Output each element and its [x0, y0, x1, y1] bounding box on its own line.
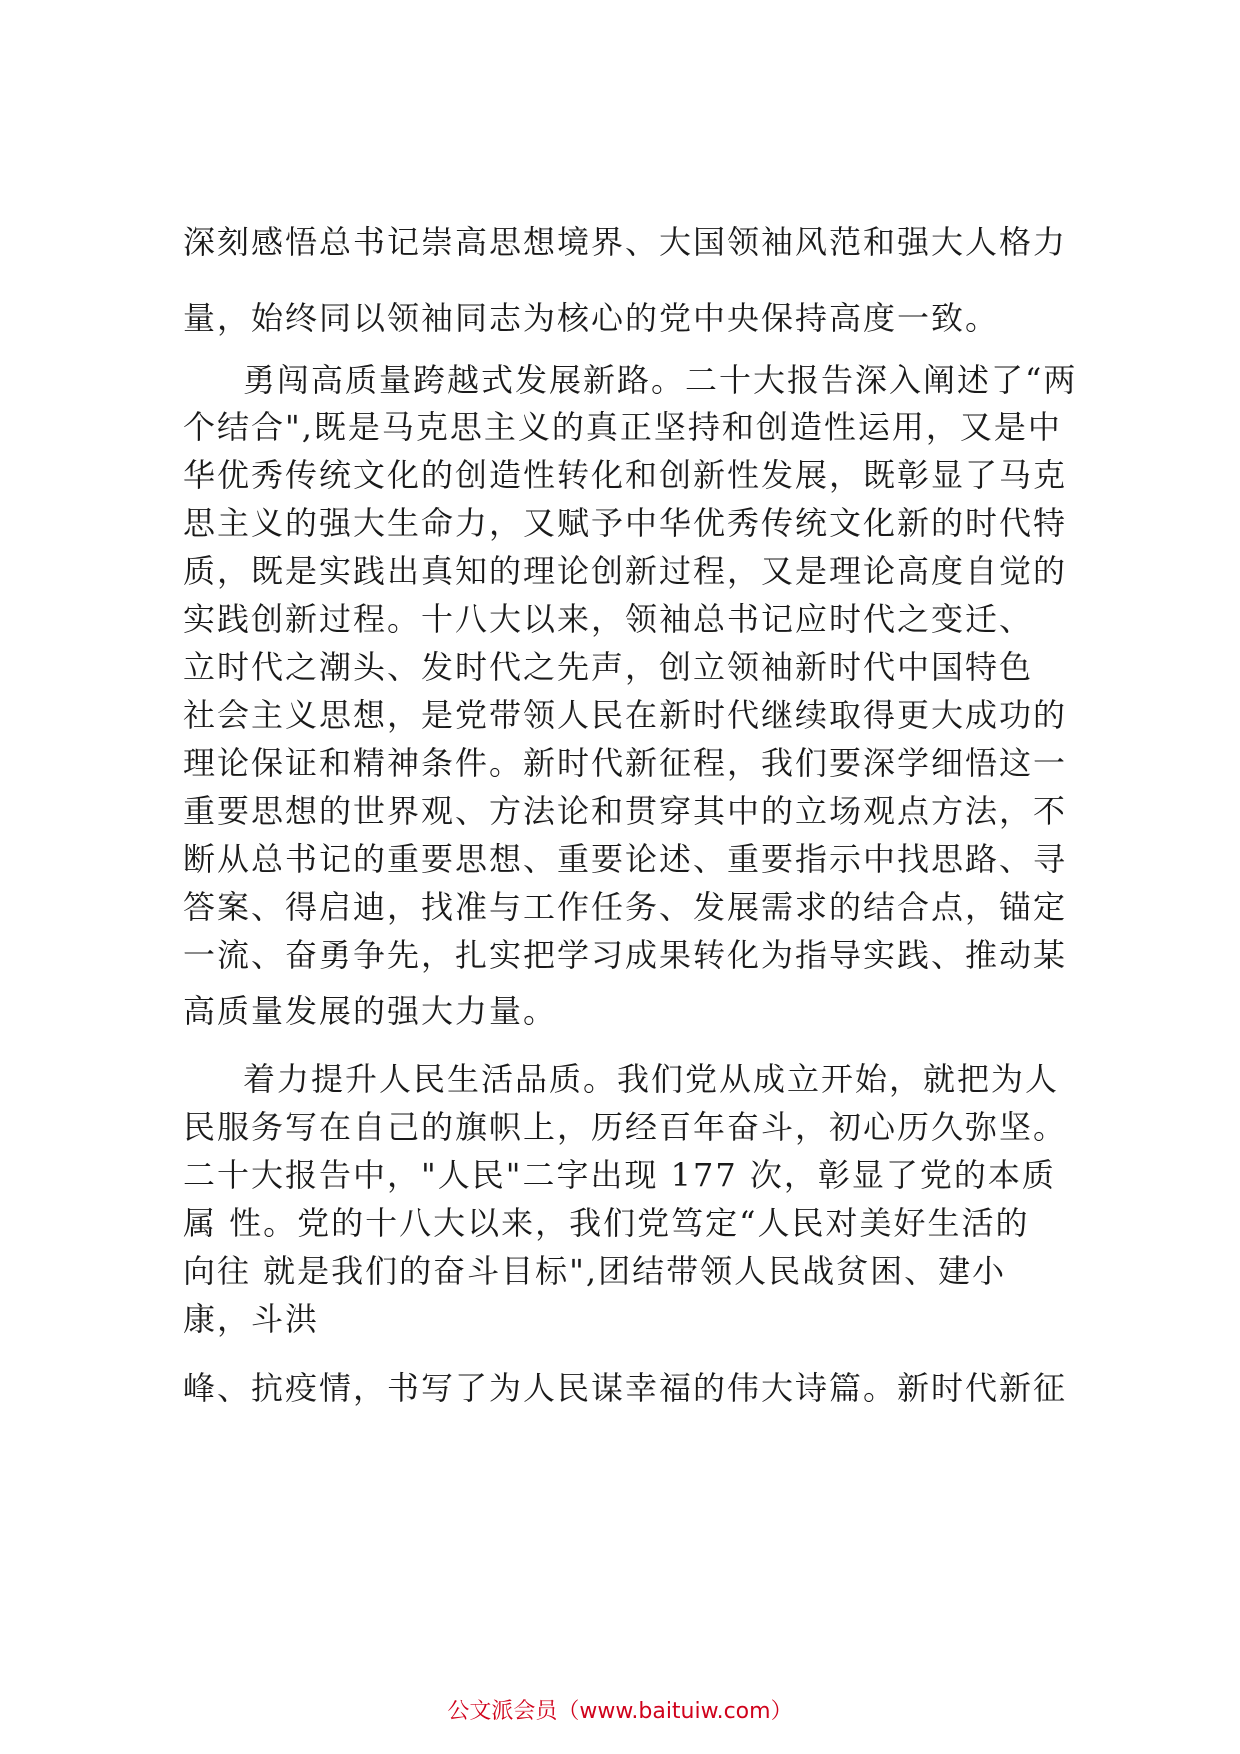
text-line: 民服务写在自己的旗帜上，历经百年奋斗，初心历久弥坚。 — [183, 1108, 1068, 1146]
text-line: 答案、得启迪，找准与工作任务、发展需求的结合点，锚定 — [183, 888, 1068, 926]
text-line: 个结合",既是马克思主义的真正坚持和创造性运用，又是中 — [183, 408, 1062, 446]
text-line: 华优秀传统文化的创造性转化和创新性发展，既彰显了马克 — [183, 456, 1068, 494]
text-line: 断从总书记的重要思想、重要论述、重要指示中找思路、寻 — [183, 840, 1068, 878]
text-line: 高质量发展的强大力量。 — [183, 992, 558, 1030]
text-line: 二十大报告中，"人民"二字出现 177 次，彰显了党的本质 — [183, 1156, 1056, 1194]
text-line: 一流、奋勇争先，扎实把学习成果转化为指导实践、推动某 — [183, 936, 1068, 974]
text-line: 立时代之潮头、发时代之先声，创立领袖新时代中国特色 — [183, 648, 1034, 686]
text-line: 向往 就是我们的奋斗目标",团结带领人民战贫困、建小 — [183, 1252, 1007, 1290]
text-line: 重要思想的世界观、方法论和贯穿其中的立场观点方法，不 — [183, 792, 1068, 830]
text-line: 峰、抗疫情，书写了为人民谋幸福的伟大诗篇。新时代新征 — [183, 1369, 1068, 1407]
text-line: 质，既是实践出真知的理论创新过程，又是理论高度自觉的 — [183, 552, 1068, 590]
paragraph-first-line: 着力提升人民生活品质。我们党从成立开始，就把为人 — [243, 1060, 1060, 1098]
text-line: 实践创新过程。十八大以来，领袖总书记应时代之变迁、 — [183, 600, 1034, 638]
text-line: 属 性。党的十八大以来，我们党笃定“人民对美好生活的 — [183, 1204, 1030, 1242]
text-line: 量，始终同以领袖同志为核心的党中央保持高度一致。 — [183, 299, 1000, 337]
footer-watermark: 公文派会员（www.baituiw.com） — [447, 1699, 793, 1724]
paragraph-first-line: 勇闯高质量跨越式发展新路。二十大报告深入阐述了“两 — [243, 361, 1078, 399]
text-line: 思主义的强大生命力，又赋予中华优秀传统文化新的时代特 — [183, 504, 1068, 542]
text-line: 理论保证和精神条件。新时代新征程，我们要深学细悟这一 — [183, 744, 1068, 782]
text-line: 康，斗洪 — [183, 1300, 320, 1338]
text-line: 深刻感悟总书记崇高思想境界、大国领袖风范和强大人格力 — [183, 223, 1068, 261]
text-line: 社会主义思想，是党带领人民在新时代继续取得更大成功的 — [183, 696, 1068, 734]
